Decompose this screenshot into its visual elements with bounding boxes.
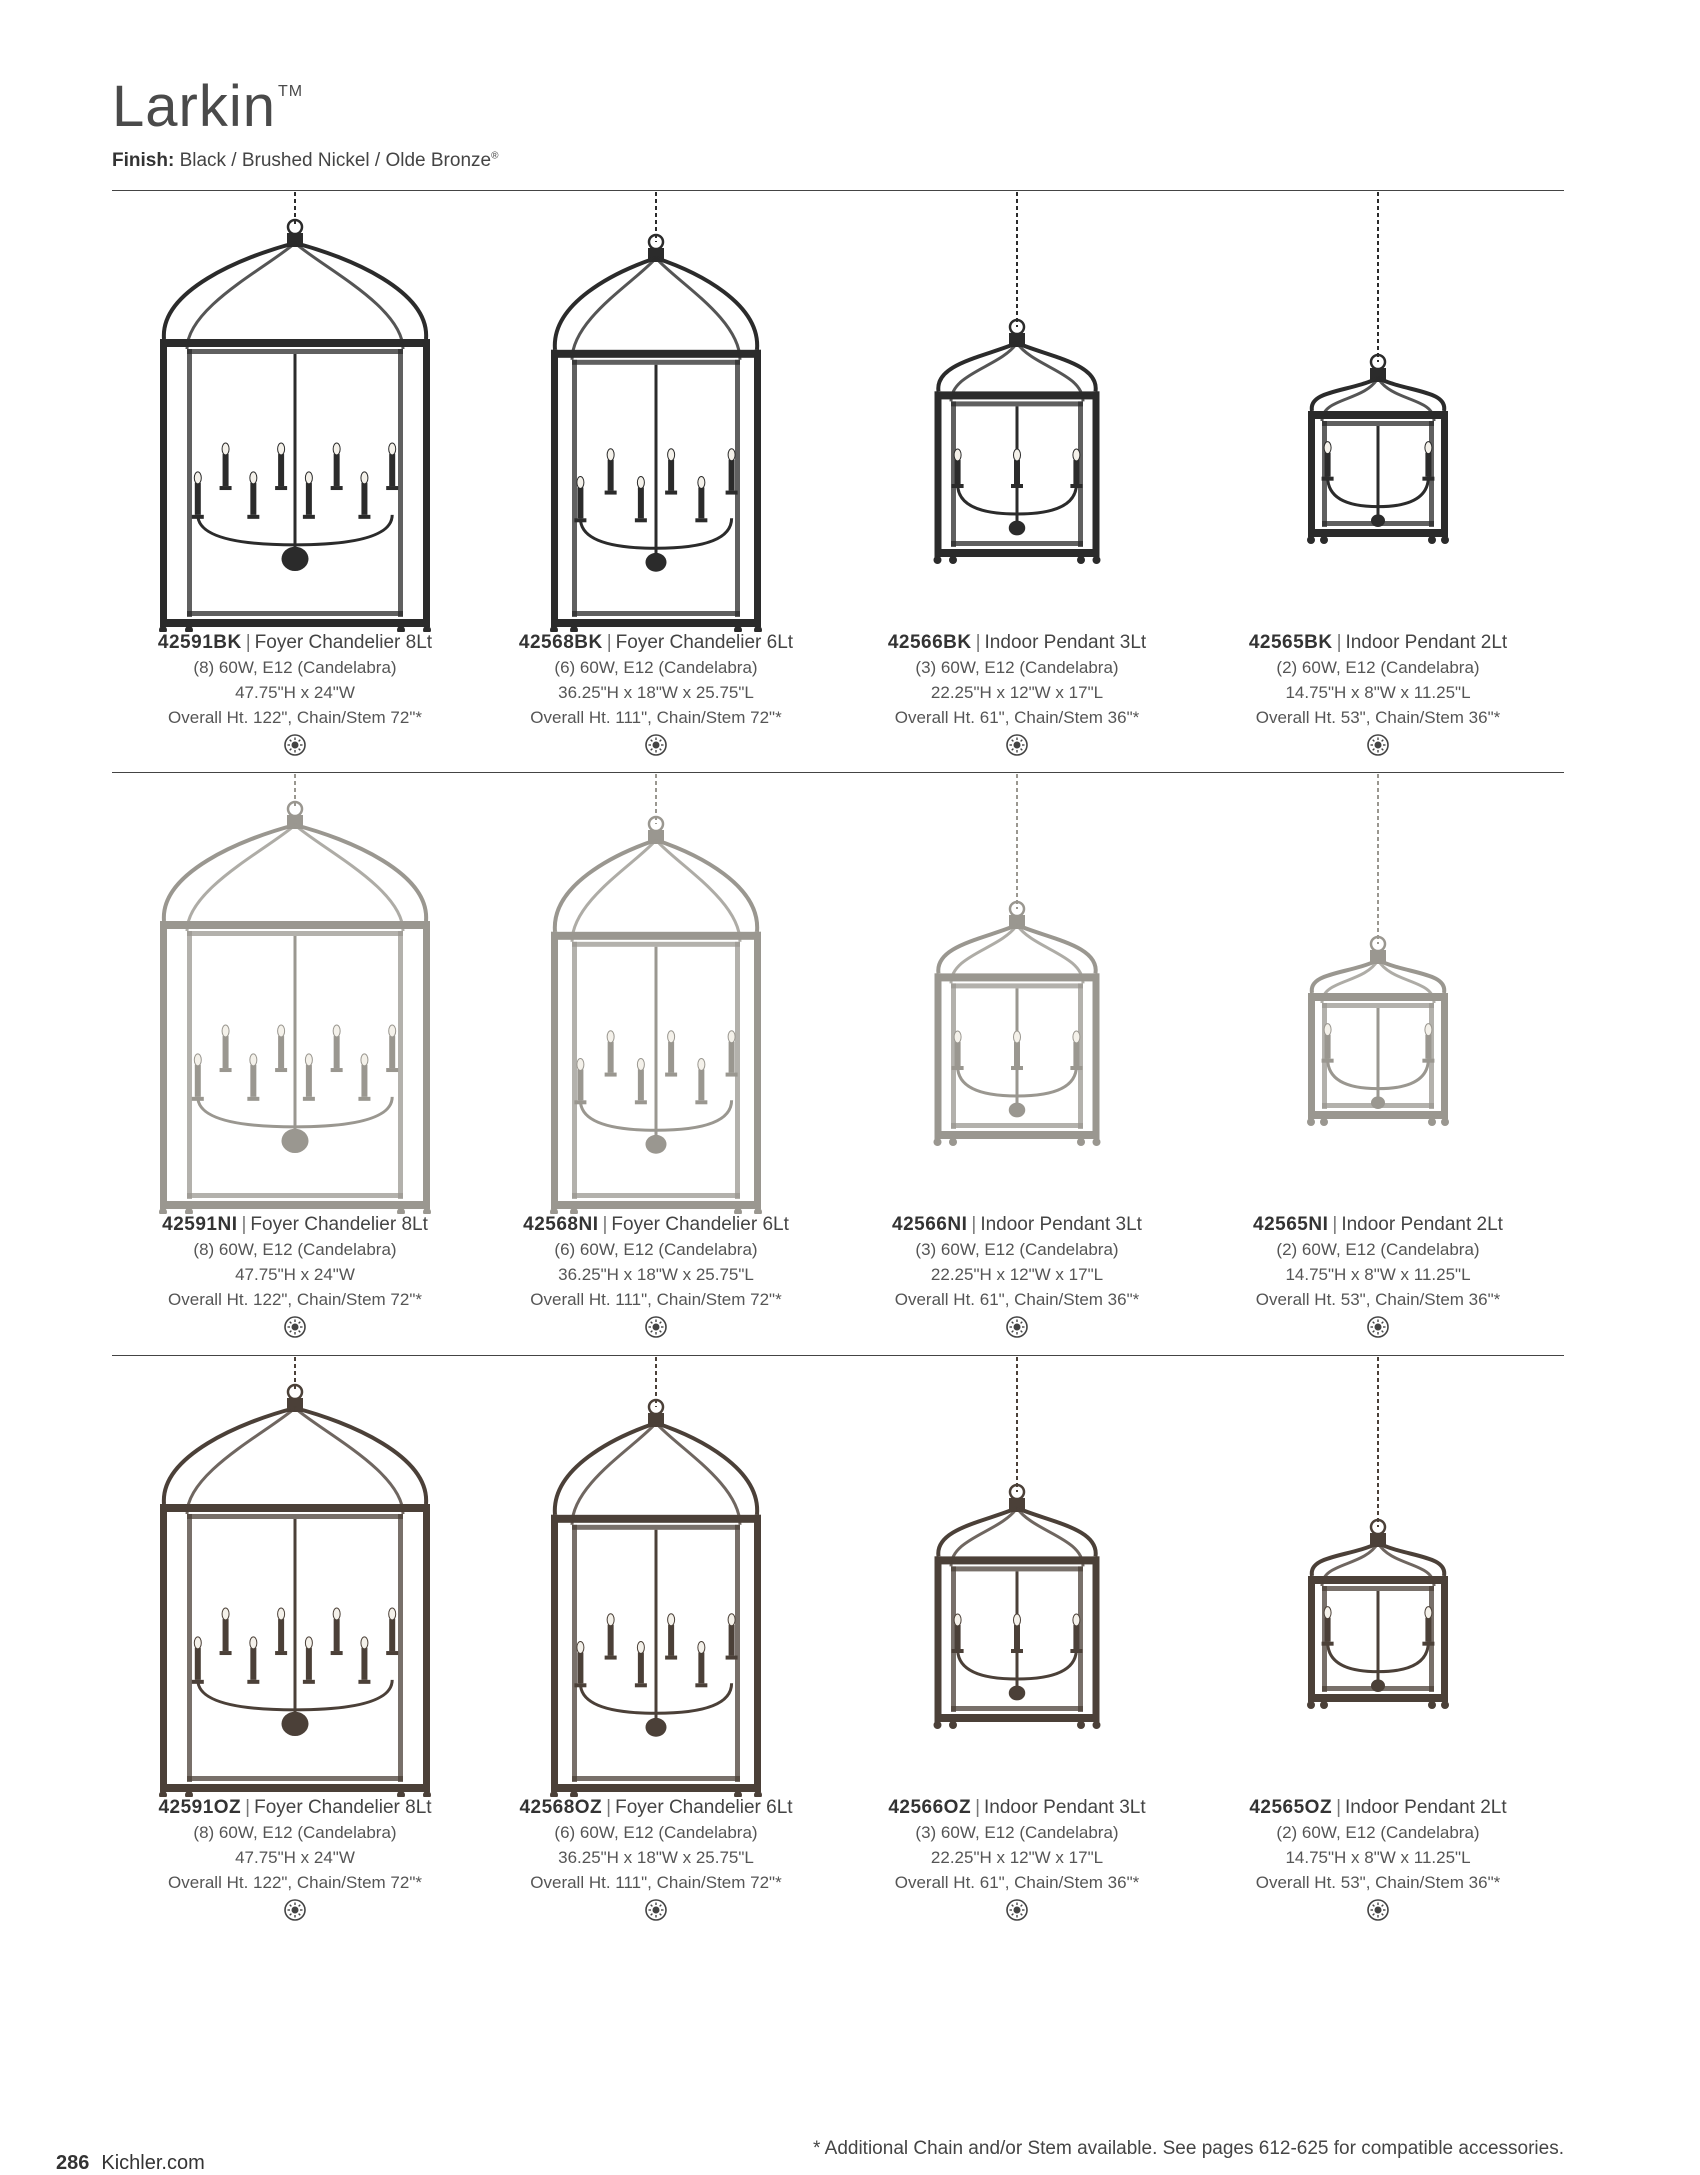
product-name: Indoor Pendant 3Lt xyxy=(984,632,1147,653)
product-info xyxy=(476,1795,836,1922)
product-info xyxy=(1198,630,1558,757)
product-sku: 42565OZ xyxy=(1249,1797,1333,1818)
product-info xyxy=(837,630,1197,757)
lantern-image xyxy=(115,774,475,1214)
lantern-image xyxy=(837,1357,1197,1797)
separator: | xyxy=(241,1214,247,1235)
product-info xyxy=(115,1212,475,1339)
product-dimensions: 22.25"H x 12"W x 17"L xyxy=(930,1848,1104,1867)
product-lamps: (6) 60W, E12 (Candelabra) xyxy=(554,1240,758,1259)
dimmable-icon xyxy=(1366,1315,1390,1339)
product-image-42591oz xyxy=(115,1357,475,1797)
product-heading xyxy=(1198,630,1558,655)
finish-label: Finish: xyxy=(112,150,175,171)
product-info xyxy=(476,1212,836,1339)
product-image-42568ni xyxy=(476,774,836,1214)
product-info xyxy=(1198,1212,1558,1339)
product-overall: Overall Ht. 122", Chain/Stem 72"* xyxy=(168,1873,422,1892)
product-overall: Overall Ht. 111", Chain/Stem 72"* xyxy=(530,708,782,727)
product-name: Indoor Pendant 2Lt xyxy=(1341,1214,1503,1235)
product-overall: Overall Ht. 61", Chain/Stem 36"* xyxy=(894,1873,1140,1892)
product-info xyxy=(115,630,475,757)
product-dimensions: 14.75"H x 8"W x 11.25"L xyxy=(1285,683,1471,702)
product-name: Foyer Chandelier 8Lt xyxy=(254,632,433,653)
product-sku: 42565BK xyxy=(1248,632,1333,653)
product-heading xyxy=(476,630,836,655)
product-name: Foyer Chandelier 8Lt xyxy=(254,1797,432,1818)
product-name: Foyer Chandelier 6Lt xyxy=(611,1214,789,1235)
page-number: 286 xyxy=(56,2152,90,2174)
dimmable-icon xyxy=(1005,1898,1029,1922)
product-dimensions: 14.75"H x 8"W x 11.25"L xyxy=(1285,1848,1471,1867)
lantern-image xyxy=(1198,1357,1558,1797)
divider-row-1 xyxy=(112,772,1564,773)
product-name: Indoor Pendant 3Lt xyxy=(980,1214,1142,1235)
product-name: Foyer Chandelier 8Lt xyxy=(250,1214,428,1235)
product-name: Indoor Pendant 2Lt xyxy=(1345,1797,1507,1818)
lantern-image xyxy=(476,192,836,632)
product-image-42591bk xyxy=(115,192,475,632)
product-dimensions: 47.75"H x 24"W xyxy=(235,1265,355,1284)
separator: | xyxy=(245,1797,251,1818)
product-image-42591ni xyxy=(115,774,475,1214)
product-image-42565oz xyxy=(1198,1357,1558,1797)
product-lamps: (8) 60W, E12 (Candelabra) xyxy=(193,1240,397,1259)
product-overall: Overall Ht. 53", Chain/Stem 36"* xyxy=(1255,1873,1501,1892)
product-lamps: (6) 60W, E12 (Candelabra) xyxy=(554,658,758,677)
divider-top xyxy=(112,190,1564,191)
product-name: Indoor Pendant 3Lt xyxy=(984,1797,1146,1818)
product-overall: Overall Ht. 53", Chain/Stem 36"* xyxy=(1255,708,1501,727)
product-overall: Overall Ht. 111", Chain/Stem 72"* xyxy=(530,1290,782,1309)
product-image-42566oz xyxy=(837,1357,1197,1797)
product-heading xyxy=(837,1795,1197,1820)
dimmable-icon xyxy=(283,733,307,757)
page-footer xyxy=(56,2152,205,2175)
separator: | xyxy=(1332,1214,1338,1235)
separator: | xyxy=(1336,632,1342,653)
product-sku: 42591OZ xyxy=(158,1797,242,1818)
product-overall: Overall Ht. 111", Chain/Stem 72"* xyxy=(530,1873,782,1892)
product-info xyxy=(476,630,836,757)
product-sku: 42566BK xyxy=(887,632,972,653)
separator: | xyxy=(606,1797,612,1818)
site-link[interactable]: Kichler.com xyxy=(101,2152,205,2174)
product-sku: 42591NI xyxy=(162,1214,238,1235)
product-sku: 42591BK xyxy=(157,632,242,653)
product-lamps: (6) 60W, E12 (Candelabra) xyxy=(554,1823,758,1842)
product-name: Foyer Chandelier 6Lt xyxy=(615,1797,793,1818)
trademark-mark: TM xyxy=(277,83,304,100)
product-info xyxy=(1198,1795,1558,1922)
product-heading xyxy=(476,1212,836,1237)
product-heading xyxy=(115,1795,475,1820)
finish-values: Black / Brushed Nickel / Olde Bronze xyxy=(179,150,492,171)
product-dimensions: 22.25"H x 12"W x 17"L xyxy=(930,683,1104,702)
product-dimensions: 22.25"H x 12"W x 17"L xyxy=(930,1265,1104,1284)
product-overall: Overall Ht. 61", Chain/Stem 36"* xyxy=(894,1290,1140,1309)
product-lamps: (8) 60W, E12 (Candelabra) xyxy=(193,658,397,677)
product-sku: 42568NI xyxy=(523,1214,599,1235)
product-name: Foyer Chandelier 6Lt xyxy=(615,632,794,653)
product-image-42568oz xyxy=(476,1357,836,1797)
product-sku: 42566OZ xyxy=(888,1797,972,1818)
dimmable-icon xyxy=(644,1898,668,1922)
lantern-image xyxy=(115,1357,475,1797)
product-lamps: (3) 60W, E12 (Candelabra) xyxy=(915,1823,1119,1842)
separator: | xyxy=(602,1214,608,1235)
dimmable-icon xyxy=(283,1898,307,1922)
product-image-42565ni xyxy=(1198,774,1558,1214)
dimmable-icon xyxy=(283,1315,307,1339)
product-image-42566bk xyxy=(837,192,1197,632)
product-overall: Overall Ht. 61", Chain/Stem 36"* xyxy=(894,708,1140,727)
product-name: Indoor Pendant 2Lt xyxy=(1345,632,1508,653)
product-heading xyxy=(837,1212,1197,1237)
product-dimensions: 14.75"H x 8"W x 11.25"L xyxy=(1285,1265,1471,1284)
product-dimensions: 47.75"H x 24"W xyxy=(235,683,355,702)
product-heading xyxy=(476,1795,836,1820)
lantern-image xyxy=(1198,192,1558,632)
product-info xyxy=(115,1795,475,1922)
dimmable-icon xyxy=(1005,733,1029,757)
product-heading xyxy=(1198,1212,1558,1237)
separator: | xyxy=(1336,1797,1342,1818)
separator: | xyxy=(971,1214,977,1235)
product-lamps: (8) 60W, E12 (Candelabra) xyxy=(193,1823,397,1842)
lantern-image xyxy=(1198,774,1558,1214)
product-heading xyxy=(837,630,1197,655)
lantern-image xyxy=(837,774,1197,1214)
product-sku: 42565NI xyxy=(1253,1214,1329,1235)
product-info xyxy=(837,1795,1197,1922)
page-title xyxy=(112,74,304,139)
registered-mark: ® xyxy=(491,150,499,162)
dimmable-icon xyxy=(1366,733,1390,757)
lantern-image xyxy=(476,774,836,1214)
product-sku: 42568OZ xyxy=(519,1797,603,1818)
product-dimensions: 36.25"H x 18"W x 25.75"L xyxy=(558,1848,754,1867)
product-lamps: (3) 60W, E12 (Candelabra) xyxy=(915,1240,1119,1259)
footnote: * Additional Chain and/or Stem available. See pages 612-625 for compatible accessories. xyxy=(813,2138,1564,2159)
divider-row-2 xyxy=(112,1355,1564,1356)
dimmable-icon xyxy=(1005,1315,1029,1339)
separator: | xyxy=(245,632,251,653)
product-dimensions: 36.25"H x 18"W x 25.75"L xyxy=(558,1265,754,1284)
collection-title: Larkin ™ xyxy=(112,74,304,139)
product-overall: Overall Ht. 122", Chain/Stem 72"* xyxy=(168,708,422,727)
product-info xyxy=(837,1212,1197,1339)
product-sku: 42568BK xyxy=(518,632,603,653)
product-sku: 42566NI xyxy=(892,1214,968,1235)
product-heading xyxy=(115,630,475,655)
product-lamps: (3) 60W, E12 (Candelabra) xyxy=(915,658,1119,677)
separator: | xyxy=(975,632,981,653)
product-lamps: (2) 60W, E12 (Candelabra) xyxy=(1276,1823,1480,1842)
product-lamps: (2) 60W, E12 (Candelabra) xyxy=(1276,1240,1480,1259)
product-image-42565bk xyxy=(1198,192,1558,632)
product-heading xyxy=(115,1212,475,1237)
product-dimensions: 47.75"H x 24"W xyxy=(235,1848,355,1867)
lantern-image xyxy=(476,1357,836,1797)
product-dimensions: 36.25"H x 18"W x 25.75"L xyxy=(558,683,754,702)
product-overall: Overall Ht. 122", Chain/Stem 72"* xyxy=(168,1290,422,1309)
product-heading xyxy=(1198,1795,1558,1820)
dimmable-icon xyxy=(644,1315,668,1339)
product-lamps: (2) 60W, E12 (Candelabra) xyxy=(1276,658,1480,677)
product-image-42568bk xyxy=(476,192,836,632)
lantern-image xyxy=(115,192,475,632)
lantern-image xyxy=(837,192,1197,632)
separator: | xyxy=(606,632,612,653)
dimmable-icon xyxy=(644,733,668,757)
dimmable-icon xyxy=(1366,1898,1390,1922)
product-image-42566ni xyxy=(837,774,1197,1214)
separator: | xyxy=(975,1797,981,1818)
product-overall: Overall Ht. 53", Chain/Stem 36"* xyxy=(1255,1290,1501,1309)
finish-line xyxy=(112,150,498,172)
